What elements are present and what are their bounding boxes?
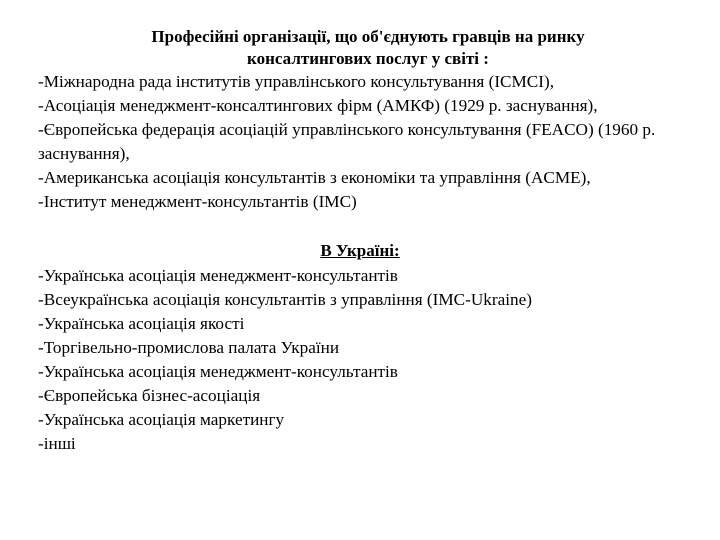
list-item: -Міжнародна рада інститутів управлінського консультування (ICMCI), <box>38 72 554 91</box>
list-item: -Інститут менеджмент-консультантів (IMC) <box>38 192 357 211</box>
list-item: -Всеукраїнська асоціація консультантів з управління (IMC-Ukraine) <box>38 290 532 309</box>
list-item: -Українська асоціація якості <box>38 314 245 333</box>
list-item: -Українська асоціація менеджмент-консультантів <box>38 266 398 285</box>
ukraine-organizations-list <box>38 264 708 456</box>
title-line-1: Професійні організації, що об'єднують гравців на ринку <box>151 27 585 46</box>
list-item: -Європейська бізнес-асоціація <box>38 386 261 405</box>
page-title <box>20 26 716 70</box>
list-item: -Європейська федерація асоціацій управлінського консультування (FEACO) (1960 р. заснування), <box>38 120 656 163</box>
list-item: -Американська асоціація консультантів з економіки та управління (ACME), <box>38 168 591 187</box>
title-line-2: консалтингових послуг у світі : <box>247 49 489 68</box>
world-organizations-list <box>38 70 708 214</box>
list-item: -Українська асоціація менеджмент-консультантів <box>38 362 398 381</box>
ukraine-heading: В Україні: <box>320 241 400 260</box>
list-item: -інші <box>38 434 76 453</box>
list-item: -Асоціація менеджмент-консалтингових фірм (АМКФ) (1929 р. заснування), <box>38 96 598 115</box>
list-item: -Українська асоціація маркетингу <box>38 410 285 429</box>
list-item: -Торгівельно-промислова палата України <box>38 338 340 357</box>
